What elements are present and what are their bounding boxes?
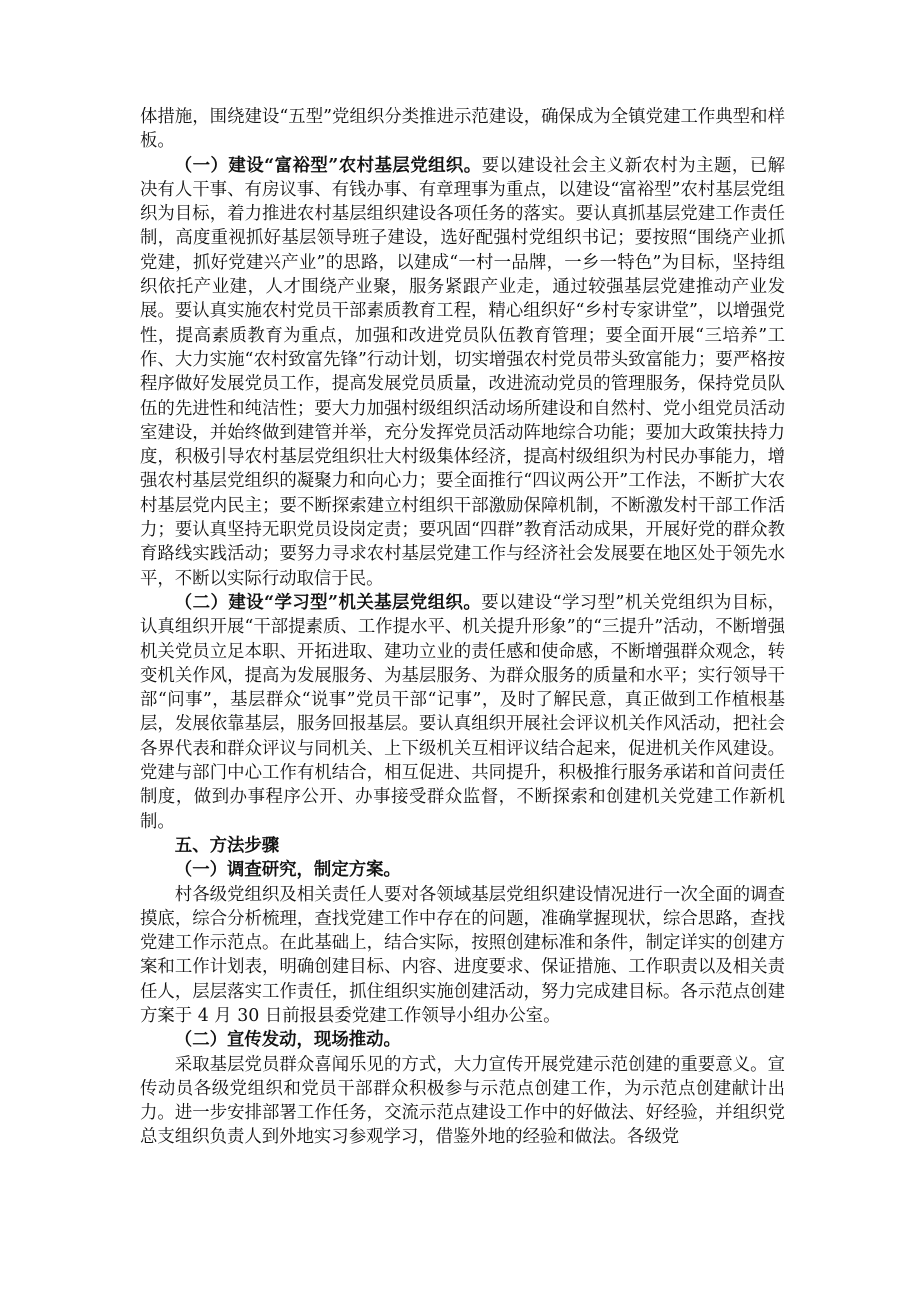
section-5-heading: 五、方法步骤: [174, 835, 280, 856]
step-1-body: 村各级党组织及相关责任人要对各领域基层党组织建设情况进行一次全面的调查摸底，综合分析梳理，查找党建工作中存在的问题，准确掌握现状，综合思路，查找党建工作示范点。在此基础上，结合实际，按照创建标准和条件，制定详实的创建方案和工作计划表，明确创建目标、内容、进度要求、保证措施、工作职责以及相关责任人，层层落实工作责任，抓住组织实施创建活动，努力完成建目标。各示范点创建方案于 4 月 30 日前报县委党建工作领导小组办公室。: [140, 884, 785, 1026]
step-2-heading: （二）宣传发动，现场推动。: [174, 1030, 401, 1051]
section-2-paragraph: [140, 591, 785, 834]
section-2-heading: （二）建设“学习型”机关基层党组织。: [174, 592, 482, 613]
continuation-paragraph: 体措施，围绕建设“五型”党组织分类推进示范建设，确保成为全镇党建工作典型和样板。: [140, 107, 785, 152]
section-1-paragraph: [140, 154, 785, 591]
step-2-body: 采取基层党员群众喜闻乐见的方式，大力宣传开展党建示范创建的重要意义。宣传动员各级党组织和党员干部群众积极参与示范点创建工作，为示范点创建献计出力。进一步安排部署工作任务，交流示范点建设工作中的好做法、好经验，并组织党总支组织负责人到外地实习参观学习，借鉴外地的经验和做法。各级党: [140, 1054, 785, 1148]
step-1-heading: （一）调查研究，制定方案。: [174, 860, 401, 881]
section-1-body: 要以建设社会主义新农村为主题，已解决有人干事、有房议事、有钱办事、有章理事为重点，以建设“富裕型”农村基层党组织为目标，着力推进农村基层组织建设各项任务的落实。要认真抓基层党建工作责任制，高度重视抓好基层领导班子建设，选好配强村党组织书记；要按照“围绕产业抓党建，抓好党建兴产业”的思路，以建成“一村一品牌，一乡一特色”为目标，坚持组织依托产业建，人才围绕产业聚，服务紧跟产业走，通过较强基层党建推动产业发展。要认真实施农村党员干部素质教育工程，精心组织好“乡村专家讲堂”，以增强党性，提高素质教育为重点，加强和改进党员队伍教育管理；要全面开展“三培养”工作、大力实施“农村致富先锋”行动计划，切实增强农村党员带头致富能力；要严格按程序做好发展党员工作，提高发展党员质量，改进流动党员的管理服务，保持党员队伍的先进性和纯洁性；要大力加强村级组织活动场所建设和自然村、党小组党员活动室建设，并始终做到建管并举，充分发挥党员活动阵地综合功能；要加大政策扶持力度，积极引导农村基层党组织壮大村级集体经济，提高村级组织为村民办事能力，增强农村基层党组织的凝聚力和向心力；要全面推行“四议两公开”工作法，不断扩大农村基层党内民主；要不断探索建立村组织干部激励保障机制，不断激发村干部工作活力；要认真坚持无职党员设岗定责；要巩固“四群”教育活动成果，开展好党的群众教育路线实践活动；要努力寻求农村基层党建工作与经济社会发展要在地区处于领先水平，不断以实际行动取信于民。: [140, 155, 785, 589]
section-2-body: 要以建设“学习型”机关党组织为目标，认真组织开展“干部提素质、工作提水平、机关提升形象”的“三提升”活动，不断增强机关党员立足本职、开拓进取、建功立业的责任感和使命感，不断增强群众观念，转变机关作风，提高为发展服务、为基层服务、为群众服务的质量和水平；实行领导干部“问事”，基层群众“说事”党员干部“记事”，及时了解民意，真正做到工作植根基层，发展依靠基层，服务回报基层。要认真组织开展社会评议机关作风活动，把社会各界代表和群众评议与同机关、上下级机关互相评议结合起来，促进机关作风建设。党建与部门中心工作有机结合，相互促进、共同提升，积极推行服务承诺和首问责任制度，做到办事程序公开、办事接受群众监督，不断探索和创建机关党建工作新机制。: [140, 592, 785, 832]
document-body: [140, 105, 785, 1150]
section-1-heading: （一）建设“富裕型”农村基层党组织。: [174, 155, 482, 176]
